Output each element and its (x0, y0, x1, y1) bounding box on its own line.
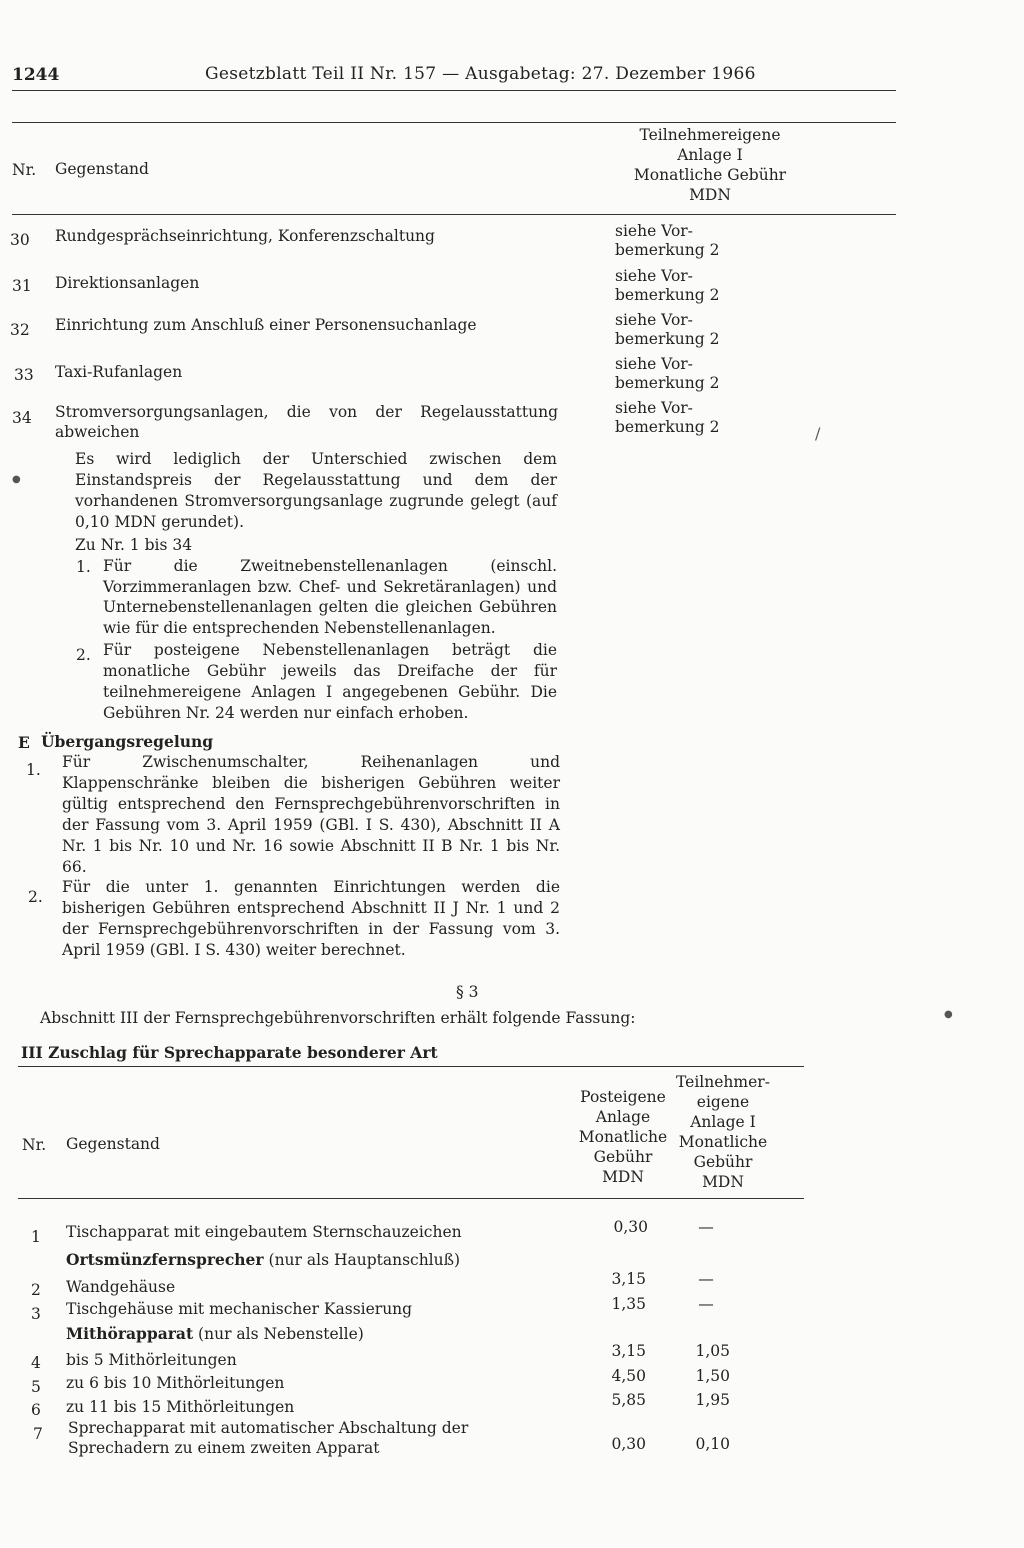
table-row-30-label: Rundgesprächseinrichtung, Konferenzschaltung (55, 227, 435, 245)
table-row-31-label: Direktionsanlagen (55, 274, 200, 292)
table1-col-nr: Nr. (12, 161, 37, 179)
table2-row-4-nr: 4 (31, 1354, 41, 1372)
table2-row-1-posteigene: 0,30 (613, 1218, 648, 1236)
header-rule (12, 90, 896, 91)
table2-row-2-teilnehmereigene: — (698, 1270, 714, 1288)
section-e-item-1-text: Für Zwischenumschalter, Reihenanlagen und Klappenschränke bleiben die bisherigen Gebühren weiter gültig entsprechend den Fernsprechgebührenvorschriften in der Fassung vom 3. April 1959 (GBl. I S. 430), Abschnitt II A Nr. 1 bis Nr. 10 und Nr. 16 sowie Abschnitt II B Nr. 1 bis Nr. 66. (62, 753, 560, 876)
group-ortsmuenzfernsprecher: Ortsmünzfernsprecher (nur als Hauptanschluß) (66, 1250, 461, 1269)
table2-row-5-posteigene: 4,50 (611, 1367, 646, 1385)
scan-dot: ● (944, 1009, 953, 1020)
table2-header-rule (18, 1198, 804, 1199)
table2-row-2-nr: 2 (31, 1281, 41, 1299)
row34-note: Es wird lediglich der Unterschied zwischen dem Einstandspreis der Regelausstattung und dem der vorhandenen Stromversorgungsanlage zugrunde gelegt (auf 0,10 MDN gerundet). (75, 450, 557, 531)
zu-item-2-text: Für posteigene Nebenstellenanlagen beträgt die monatliche Gebühr jeweils das Dreifache der für teilnehmereigene Anlagen I angegebenen Gebühr. Die Gebühren Nr. 24 werden nur einfach erhoben. (103, 641, 557, 722)
table-row-33-nr: 33 (14, 366, 34, 384)
table-row-34-nr: 34 (12, 409, 32, 427)
table2-col-nr: Nr. (22, 1136, 47, 1154)
zu-item-1-text: Für die Zweitnebenstellenanlagen (einschl. Vorzimmeranlagen bzw. Chef- und Sekretäranlagen) und Unternebenstellenanlagen gelten die gleichen Gebühren wie für die entsprechenden Nebenstellenanlagen. (103, 557, 557, 637)
table2-row-1-teilnehmereigene: — (698, 1218, 714, 1236)
table-row-34-label: Stromversorgungsanlagen, die von der Regelausstattung abweichen (55, 403, 558, 441)
table2-row-6-nr: 6 (31, 1401, 41, 1419)
table2-row-4-teilnehmereigene: 1,05 (695, 1342, 730, 1360)
table2-row-2-posteigene: 3,15 (611, 1270, 646, 1288)
table1-top-rule (12, 122, 896, 123)
table-row-30-nr: 30 (10, 231, 30, 249)
paragraph-3-symbol: § 3 (456, 983, 479, 1001)
table2-row-5-teilnehmereigene: 1,50 (695, 1367, 730, 1385)
table-row-31-nr: 31 (12, 277, 32, 295)
table2-row-3-posteigene: 1,35 (611, 1295, 646, 1313)
table-row-31-fee: siehe Vor- bemerkung 2 (615, 267, 720, 304)
section-e-item-2-text: Für die unter 1. genannten Einrichtungen werden die bisherigen Gebühren entsprechend Abschnitt II J Nr. 1 und 2 der Fernsprechgebührenvorschriften in der Fassung vom 3. April 1959 (GBl. I S. 430) weiter berechnet. (62, 878, 560, 959)
section-e-title: Übergangsregelung (41, 732, 214, 751)
zu-item-2-number: 2. (76, 646, 91, 664)
table2-row-2-label: Wandgehäuse (66, 1278, 176, 1296)
paragraph-3-intro: Abschnitt III der Fernsprechgebührenvorschriften erhält folgende Fassung: (40, 1009, 636, 1027)
table2-row-6-posteigene: 5,85 (611, 1391, 646, 1409)
zu-heading: Zu Nr. 1 bis 34 (75, 536, 193, 554)
table2-row-3-teilnehmereigene: — (698, 1295, 714, 1313)
table2-row-7-posteigene: 0,30 (611, 1435, 646, 1453)
table2-row-6-teilnehmereigene: 1,95 (695, 1391, 730, 1409)
section-e-letter: E (18, 733, 30, 752)
table2-row-5-label: zu 6 bis 10 Mithörleitungen (66, 1374, 285, 1392)
table2-row-5-nr: 5 (31, 1378, 41, 1396)
table2-row-1-label: Tischapparat mit eingebautem Sternschauzeichen (66, 1223, 462, 1241)
table2-row-1-nr: 1 (31, 1228, 41, 1246)
section-e-item-2-number: 2. (28, 888, 43, 906)
table2-row-3-label: Tischgehäuse mit mechanischer Kassierung (66, 1300, 413, 1318)
table2-col-posteigene: Posteigene Anlage Monatliche Gebühr MDN (578, 1088, 668, 1186)
table2-row-7-teilnehmereigene: 0,10 (695, 1435, 730, 1453)
table1-col-subject: Gegenstand (55, 160, 149, 178)
table-row-34-fee: siehe Vor- bemerkung 2 (615, 399, 720, 436)
table-row-30-fee: siehe Vor- bemerkung 2 (615, 222, 720, 259)
table2-row-7-nr: 7 (33, 1425, 43, 1443)
table2-col-teilnehmereigene: Teilnehmer- eigene Anlage I Monatliche Gebühr MDN (676, 1073, 770, 1191)
table2-row-7-label: Sprechapparat mit automatischer Abschaltung der Sprechadern zu einem zweiten Apparat (68, 1419, 469, 1457)
scan-mark: / (815, 424, 821, 443)
table2-row-4-posteigene: 3,15 (611, 1342, 646, 1360)
section-iii-title: III Zuschlag für Sprechapparate besonderer Art (21, 1043, 438, 1062)
table1-col-fee-header: Teilnehmereigene Anlage I Monatliche Gebühr MDN (633, 126, 787, 204)
table-row-33-label: Taxi-Rufanlagen (55, 363, 183, 381)
table1-header-rule (12, 214, 896, 215)
table-row-32-fee: siehe Vor- bemerkung 2 (615, 311, 720, 348)
scan-mark: ● (12, 474, 21, 485)
group-mithoerapparat: Mithörapparat (nur als Nebenstelle) (66, 1324, 364, 1343)
section-e-item-1-number: 1. (26, 761, 41, 779)
table2-col-subject: Gegenstand (66, 1135, 160, 1153)
table-row-32-nr: 32 (10, 321, 30, 339)
table2-top-rule (18, 1066, 804, 1067)
zu-item-1-number: 1. (76, 558, 91, 576)
table-row-32-label: Einrichtung zum Anschluß einer Personensuchanlage (55, 316, 477, 334)
page-number: 1244 (12, 65, 60, 85)
table2-row-3-nr: 3 (31, 1305, 41, 1323)
table-row-33-fee: siehe Vor- bemerkung 2 (615, 355, 720, 392)
table2-row-6-label: zu 11 bis 15 Mithörleitungen (66, 1398, 295, 1416)
page-header-title: Gesetzblatt Teil II Nr. 157 — Ausgabetag: 27. Dezember 1966 (205, 64, 756, 84)
table2-row-4-label: bis 5 Mithörleitungen (66, 1351, 237, 1369)
